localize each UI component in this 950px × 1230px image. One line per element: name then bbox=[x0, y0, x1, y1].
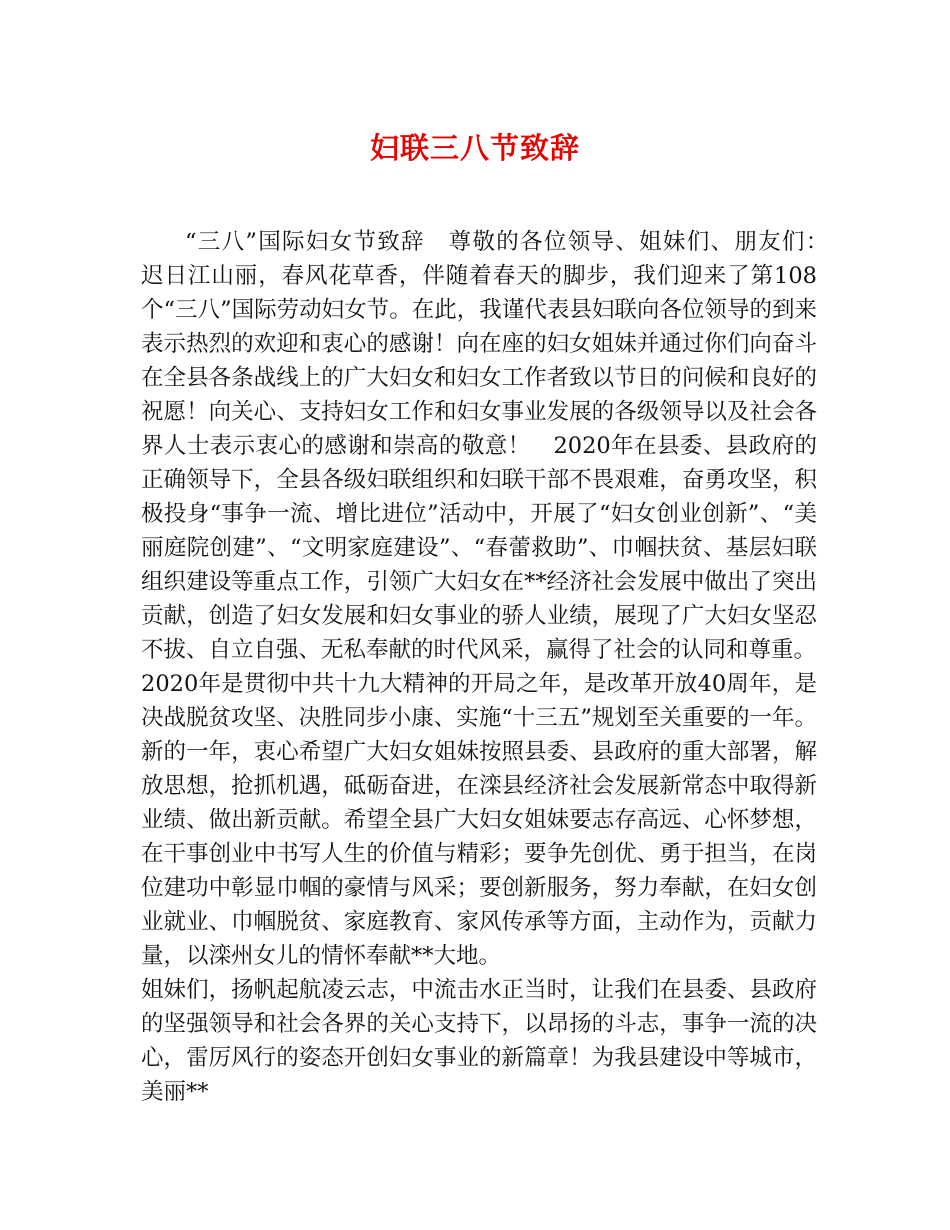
document-title: 妇联三八节致辞 bbox=[369, 131, 580, 165]
document-body bbox=[141, 225, 840, 1109]
paragraph-closing: 姐妹们，扬帆起航凌云志，中流击水正当时，让我们在县委、县政府的坚强领导和社会各界的关心支持下，以昂扬的斗志，事争一流的决心，雷厉风行的姿态开创妇女事业的新篇章！为我县建设中等城市，美丽** bbox=[141, 977, 817, 1105]
paragraph-greeting: “三八”国际妇女节致辞 尊敬的各位领导、姐妹们、朋友们： 迟日江山丽，春风花草香，伴随着春天的脚步，我们迎来了第108个“三八”国际劳动妇女节。在此，我谨代表县妇联向各位领导的到来表示热烈的欢迎和衷心的感谢！向在座的妇女姐妹并通过你们向奋斗在全县各条战线上的广大妇女和妇女工作者致以节日的问候和良好的祝愿！向关心、支持妇女工作和妇女事业发展的各级领导以及社会各界人士表示衷心的感谢和崇高的敬意！ 2020年在县委、县政府的正确领导下，全县各级妇联组织和妇联干部不畏艰难，奋勇攻坚，积极投身“事争一流、增比进位”活动中，开展了“妇女创业创新”、“美丽庭院创建”、“文明家庭建设”、“春蕾救助”、巾帼扶贫、基层妇联组织建设等重点工作，引领广大妇女在**经济社会发展中做出了突出贡献，创造了妇女发展和妇女事业的骄人业绩，展现了广大妇女坚忍不拔、自立自强、无私奉献的时代风采，赢得了社会的认同和尊重。 bbox=[141, 229, 840, 663]
paragraph-new-year: 2020年是贯彻中共十九大精神的开局之年，是改革开放40周年，是决战脱贫攻坚、决胜同步小康、实施“十三五”规划至关重要的一年。新的一年，衷心希望广大妇女姐妹按照县委、县政府的重大部署，解放思想，抢抓机遇，砥砺奋进，在滦县经济社会发展新常态中取得新业绩、做出新贡献。希望全县广大妇女姐妹要志存高远、心怀梦想，在干事创业中书写人生的价值与精彩；要争先创优、勇于担当，在岗位建功中彰显巾帼的豪情与风采；要创新服务，努力奉献，在妇女创业就业、巾帼脱贫、家庭教育、家风传承等方面，主动作为，贡献力量，以滦州女儿的情怀奉献**大地。 bbox=[141, 671, 817, 969]
